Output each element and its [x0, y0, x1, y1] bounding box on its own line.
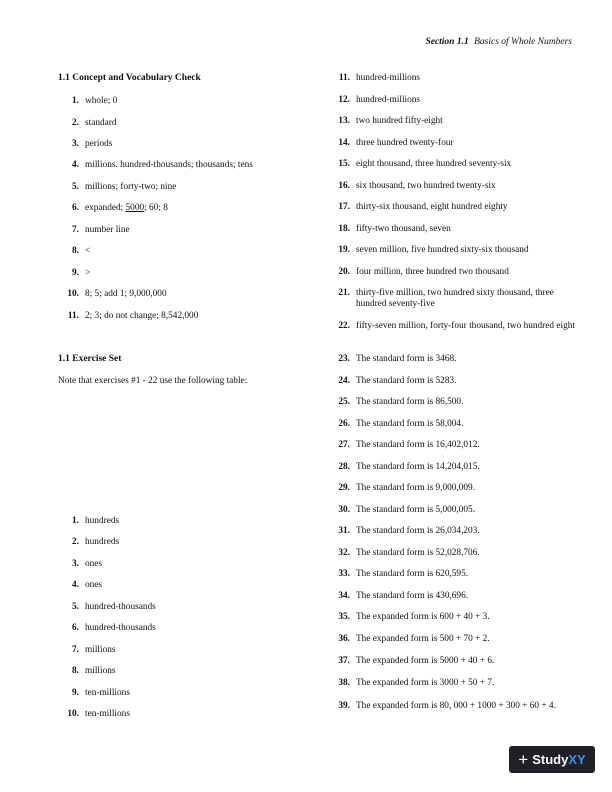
concept-item: [58, 139, 112, 150]
exercise-item: [58, 709, 130, 720]
item-text: >: [85, 268, 91, 278]
item-text: The standard form is 9,000,009.: [356, 483, 476, 493]
item-text: hundreds: [85, 537, 120, 547]
item-number: 35.: [338, 612, 350, 622]
item-number: 36.: [338, 634, 350, 644]
concept-item: [58, 311, 198, 322]
item-text: hundred-thousands: [85, 623, 156, 633]
item-text-pre: expanded;: [85, 203, 126, 213]
item-text: The expanded form is 80, 000 + 1000 + 300 + 60 + 4.: [356, 701, 556, 711]
item-text: standard: [85, 118, 117, 128]
item-text: The expanded form is 3000 + 50 + 7.: [356, 678, 495, 688]
answer-item: [330, 548, 575, 559]
item-number: 1.: [72, 96, 79, 106]
exercise-heading: 1.1 Exercise Set: [58, 354, 122, 364]
item-text: hundred-millions: [356, 95, 421, 105]
item-text: The standard form is 5283.: [356, 376, 457, 386]
item-number: 26.: [338, 419, 350, 429]
answer-item: [330, 376, 575, 387]
item-text: number line: [85, 225, 130, 235]
item-text: The standard form is 26,034,203.: [356, 526, 480, 536]
concept-item: [58, 225, 130, 236]
exercise-item: [58, 559, 102, 570]
item-number: 7.: [72, 225, 79, 235]
item-number: 14.: [338, 138, 350, 148]
answer-item: [330, 526, 575, 537]
item-text: six thousand, two hundred twenty-six: [356, 181, 496, 191]
exercise-item: [58, 537, 119, 548]
item-text: hundreds: [85, 516, 120, 526]
item-text: ten-millions: [85, 709, 130, 719]
item-number: 11.: [338, 73, 350, 83]
item-text: periods: [85, 139, 113, 149]
item-number: 13.: [338, 116, 350, 126]
item-text: millions; forty-two; nine: [85, 182, 177, 192]
item-number: 34.: [338, 591, 350, 601]
item-text: 2; 3; do not change; 8,542,000: [85, 311, 199, 321]
page-header: [425, 37, 572, 47]
answer-item: [330, 678, 575, 689]
item-text: The standard form is 86,500.: [356, 397, 464, 407]
logo-text-xy: XY: [568, 752, 586, 767]
answer-item: [330, 354, 575, 365]
answer-item: [330, 159, 575, 170]
item-text: two hundred fifty-eight: [356, 116, 443, 126]
item-text: ones: [85, 559, 103, 569]
item-text: hundred-millions: [356, 73, 421, 83]
item-number: 6.: [72, 203, 79, 213]
item-text: The standard form is 620,595.: [356, 569, 469, 579]
item-number: 28.: [338, 462, 350, 472]
item-text: The expanded form is 500 + 70 + 2.: [356, 634, 490, 644]
answer-item: [330, 505, 575, 516]
item-number: 6.: [72, 623, 79, 633]
item-number: 31.: [338, 526, 350, 536]
item-number: 7.: [72, 645, 79, 655]
underlined-value: 5000: [125, 203, 145, 213]
section-number: Section 1.1: [425, 37, 469, 47]
item-text: four million, three hundred two thousand: [356, 267, 509, 277]
item-text: The standard form is 3468.: [356, 354, 457, 364]
item-number: 17.: [338, 202, 350, 212]
exercise-item: [58, 688, 130, 699]
answer-item: [330, 181, 575, 192]
answer-item: [330, 267, 575, 278]
item-number: 5.: [72, 182, 79, 192]
item-number: 33.: [338, 569, 350, 579]
item-number: 38.: [338, 678, 350, 688]
item-number: 24.: [338, 376, 350, 386]
item-text: 8; 5; add 1; 9,000,000: [85, 289, 167, 299]
item-text: hundred-thousands: [85, 602, 156, 612]
concept-item: [58, 289, 167, 300]
item-number: 23.: [338, 354, 350, 364]
item-number: 3.: [72, 559, 79, 569]
answer-item: [330, 138, 575, 149]
answer-item: [330, 397, 575, 408]
item-text: The standard form is 5,000,005.: [356, 505, 476, 515]
exercise-note: Note that exercises #1 - 22 use the following table:: [58, 376, 248, 386]
exercise-item: [58, 516, 119, 527]
item-text: eight thousand, three hundred seventy-six: [356, 159, 512, 169]
item-text: The expanded form is 5000 + 40 + 6.: [356, 656, 495, 666]
item-text: thirty-five million, two hundred sixty thousand, three hundred seventy-five: [356, 288, 554, 309]
studyxy-logo: [509, 746, 595, 773]
exercise-item: [58, 666, 115, 677]
logo-text-study: Study: [532, 752, 569, 767]
item-text: fifty-two thousand, seven: [356, 224, 451, 234]
answer-item: [330, 245, 575, 256]
item-number: 27.: [338, 440, 350, 450]
concept-item: [58, 268, 90, 279]
item-number: 29.: [338, 483, 350, 493]
item-text-post: ; 60; 8: [144, 203, 168, 213]
item-text: millions. hundred-thousands; thousands; tens: [85, 160, 253, 170]
concept-item: [58, 246, 90, 257]
answer-item: [330, 656, 575, 667]
item-text: thirty-six thousand, eight hundred eighty: [356, 202, 508, 212]
item-text: three hundred twenty-four: [356, 138, 454, 148]
item-text: millions: [85, 666, 116, 676]
answer-item: [330, 321, 575, 332]
answer-item: [330, 288, 575, 310]
answer-item: [330, 202, 575, 213]
item-number: 4.: [72, 160, 79, 170]
item-number: 25.: [338, 397, 350, 407]
plus-icon: +: [518, 750, 529, 769]
concept-item: [58, 203, 168, 214]
item-number: 8.: [72, 666, 79, 676]
item-text: The standard form is 52,028,706.: [356, 548, 480, 558]
item-number: 1.: [72, 516, 79, 526]
answer-item: [330, 612, 575, 623]
answer-item: [330, 591, 575, 602]
item-number: 2.: [72, 118, 79, 128]
item-text: [79, 203, 168, 214]
item-number: 20.: [338, 267, 350, 277]
item-text: The expanded form is 600 + 40 + 3.: [356, 612, 490, 622]
item-number: 18.: [338, 224, 350, 234]
item-text: The standard form is 16,402,012.: [356, 440, 480, 450]
answer-item: [330, 95, 575, 106]
item-number: 2.: [72, 537, 79, 547]
answer-item: [330, 569, 575, 580]
answer-item: [330, 701, 575, 712]
answer-item: [330, 224, 575, 235]
item-text: The standard form is 430,696.: [356, 591, 469, 601]
item-number: 9.: [72, 268, 79, 278]
item-text: seven million, five hundred sixty-six thousand: [356, 245, 529, 255]
concept-item: [58, 182, 176, 193]
exercise-item: [58, 580, 102, 591]
item-number: 8.: [72, 246, 79, 256]
item-number: 37.: [338, 656, 350, 666]
item-number: 10.: [67, 709, 79, 719]
item-number: 4.: [72, 580, 79, 590]
exercise-item: [58, 645, 115, 656]
item-number: 10.: [67, 289, 79, 299]
item-number: 16.: [338, 181, 350, 191]
exercise-item: [58, 602, 156, 613]
item-text: The standard form is 14,204,015.: [356, 462, 480, 472]
answer-item: [330, 483, 575, 494]
item-text: The standard form is 58,004.: [356, 419, 464, 429]
exercise-item: [58, 623, 156, 634]
item-number: 30.: [338, 505, 350, 515]
item-number: 39.: [338, 701, 350, 711]
answer-item: [330, 419, 575, 430]
answer-item: [330, 634, 575, 645]
answer-item: [330, 462, 575, 473]
item-number: 3.: [72, 139, 79, 149]
concept-item: [58, 96, 117, 107]
answer-item: [330, 440, 575, 451]
answer-item: [330, 116, 575, 127]
item-number: 12.: [338, 95, 350, 105]
item-number: 19.: [338, 245, 350, 255]
answer-item: [330, 73, 575, 84]
item-text: ten-millions: [85, 688, 130, 698]
item-number: 32.: [338, 548, 350, 558]
item-number: 15.: [338, 159, 350, 169]
item-number: 21.: [338, 288, 350, 298]
item-text: ones: [85, 580, 103, 590]
item-number: 5.: [72, 602, 79, 612]
item-text: fifty-seven million, forty-four thousand, two hundred eight: [356, 321, 575, 331]
concept-heading: 1.1 Concept and Vocabulary Check: [58, 73, 201, 83]
item-number: 22.: [338, 321, 350, 331]
section-title: Basics of Whole Numbers: [474, 37, 572, 47]
concept-item: [58, 160, 253, 171]
item-text: whole; 0: [85, 96, 118, 106]
item-number: 11.: [67, 311, 79, 321]
item-text: millions: [85, 645, 116, 655]
item-text: <: [85, 246, 91, 256]
item-number: 9.: [72, 688, 79, 698]
concept-item: [58, 118, 117, 129]
